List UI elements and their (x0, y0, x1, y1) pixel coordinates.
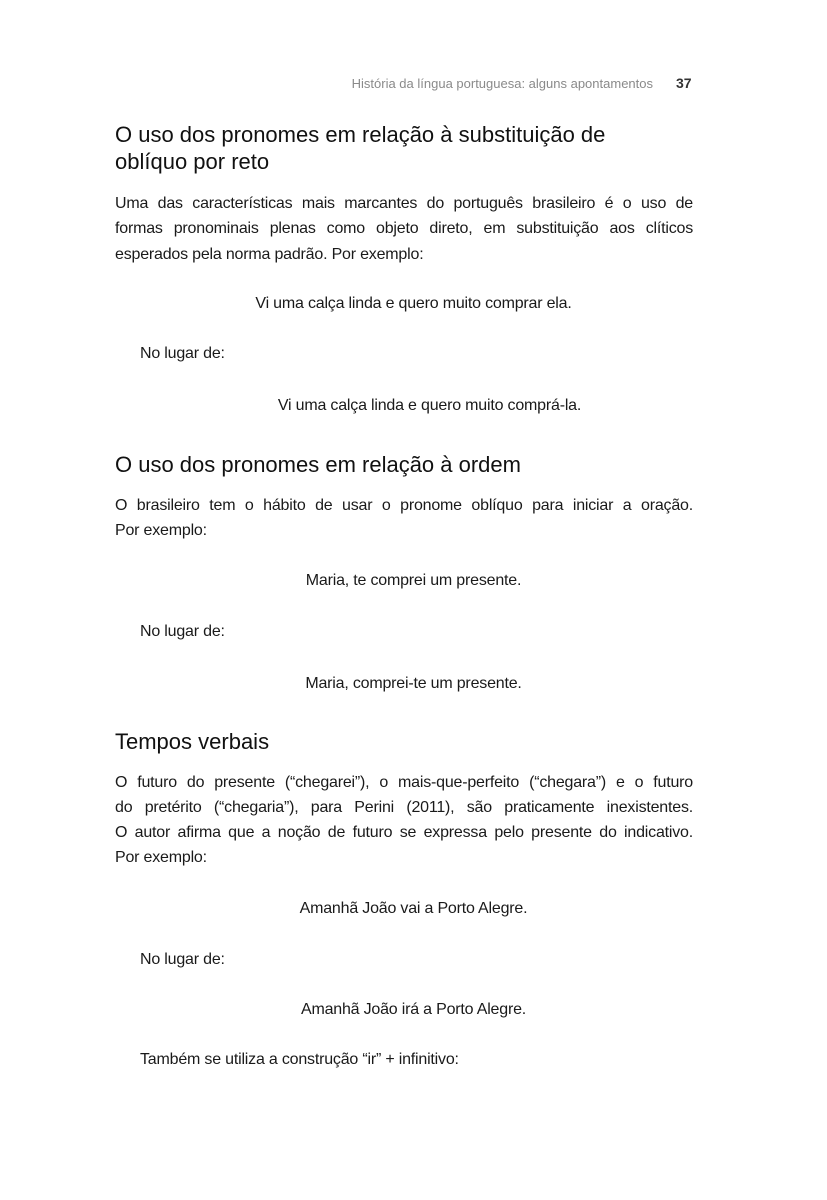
section-heading: oblíquo por reto (115, 149, 270, 174)
standard-sentence: Maria, comprei-te um presente. (305, 675, 522, 692)
example-sentence: Maria, te comprei um presente. (305, 572, 522, 589)
paragraph-line: O autor afirma que a noção de futuro se expressa pelo presente do indicativo. (115, 824, 693, 841)
example-sentence: Amanhã João vai a Porto Alegre. (299, 900, 528, 917)
section-heading: O uso dos pronomes em relação à ordem (115, 452, 521, 477)
paragraph-line: Por exemplo: (115, 522, 207, 539)
instead-label: No lugar de: (140, 345, 225, 362)
paragraph-line: Uma das características mais marcantes do português brasileiro é o uso de (115, 195, 693, 212)
paragraph-line: O futuro do presente (“chegarei”), o mais-que-perfeito (“chegara”) e o futuro (115, 774, 693, 791)
running-title: História da língua portuguesa: alguns apontamentos (351, 76, 653, 91)
paragraph-line: esperados pela norma padrão. Por exemplo: (115, 246, 424, 263)
paragraph-line: Por exemplo: (115, 849, 207, 866)
example-sentence: Vi uma calça linda e quero muito comprar ela. (255, 295, 572, 312)
paragraph-line: O brasileiro tem o hábito de usar o pronome oblíquo para iniciar a oração. (115, 497, 693, 514)
closing-line: Também se utiliza a construção “ir” + infinitivo: (140, 1051, 459, 1068)
paragraph-line: formas pronominais plenas como objeto direto, em substituição aos clíticos (115, 220, 693, 237)
instead-label: No lugar de: (140, 623, 225, 640)
instead-label: No lugar de: (140, 951, 225, 968)
paragraph-line: do pretérito (“chegaria”), para Perini (2011), são praticamente inexistentes. (115, 799, 693, 816)
section-heading: O uso dos pronomes em relação à substituição de (115, 122, 606, 147)
standard-sentence: Vi uma calça linda e quero muito comprá-la. (277, 397, 582, 414)
standard-sentence: Amanhã João irá a Porto Alegre. (300, 1001, 527, 1018)
section-heading: Tempos verbais (115, 729, 270, 754)
page-number: 37 (676, 75, 692, 91)
